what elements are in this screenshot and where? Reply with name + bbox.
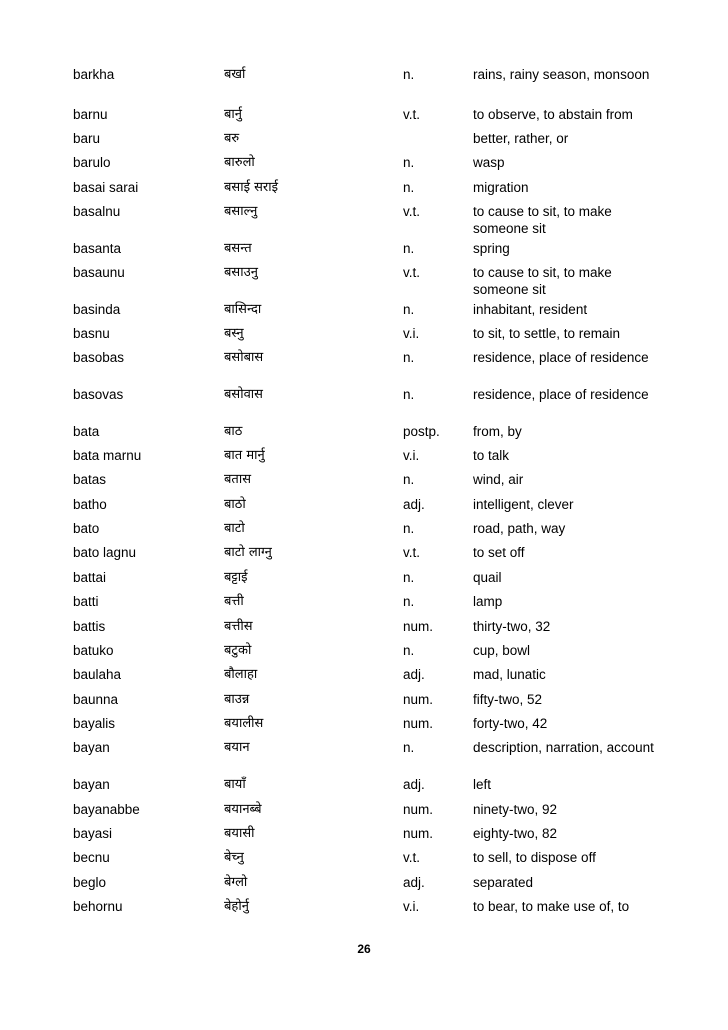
entry-part-of-speech: n.: [403, 740, 415, 755]
entry-devanagari: बार्नु: [224, 107, 243, 122]
entry-romanized: basai sarai: [73, 180, 139, 195]
entry-part-of-speech: adj.: [403, 667, 425, 682]
entry-definition: to set off: [473, 545, 525, 560]
entry-devanagari: बासिन्दा: [224, 302, 262, 317]
entry-devanagari: बसाउनु: [224, 265, 258, 280]
entry-devanagari: बत्तीस: [224, 619, 253, 634]
entry-romanized: bato: [73, 521, 100, 536]
entry-devanagari: बर्खा: [224, 67, 246, 82]
entry-definition: intelligent, clever: [473, 497, 574, 512]
entry-definition: ninety-two, 92: [473, 802, 558, 817]
entry-definition: rains, rainy season, monsoon: [473, 67, 650, 82]
entry-definition: better, rather, or: [473, 131, 569, 146]
entry-romanized: baulaha: [73, 667, 122, 682]
entry-romanized: baunna: [73, 692, 119, 707]
entry-romanized: barulo: [73, 155, 111, 170]
entry-romanized: becnu: [73, 850, 110, 865]
entry-part-of-speech: n.: [403, 67, 415, 82]
entry-romanized: basalnu: [73, 204, 121, 219]
entry-romanized: bayan: [73, 740, 110, 755]
entry-romanized: bata: [73, 424, 100, 439]
entry-part-of-speech: num.: [403, 826, 434, 841]
page-number: 26: [357, 942, 371, 956]
entry-part-of-speech: v.t.: [403, 107, 421, 122]
entry-part-of-speech: postp.: [403, 424, 440, 439]
entry-romanized: bato lagnu: [73, 545, 137, 560]
entry-definition: inhabitant, resident: [473, 302, 588, 317]
entry-devanagari: बत्ती: [224, 594, 244, 609]
entry-part-of-speech: n.: [403, 241, 415, 256]
entry-devanagari: बसन्त: [224, 241, 252, 256]
entry-definition: road, path, way: [473, 521, 566, 536]
entry-definition: to talk: [473, 448, 510, 463]
entry-devanagari: बट्टाई: [224, 570, 248, 585]
entry-part-of-speech: n.: [403, 594, 415, 609]
entry-devanagari: बेग्लो: [224, 875, 248, 890]
entry-definition: cup, bowl: [473, 643, 531, 658]
entry-devanagari: बयालीस: [224, 716, 264, 731]
entry-definition: migration: [473, 180, 529, 195]
entry-romanized: bayalis: [73, 716, 116, 731]
entry-devanagari: बस्नु: [224, 326, 244, 341]
entry-romanized: behornu: [73, 899, 123, 914]
entry-definition: residence, place of residence: [473, 350, 649, 365]
entry-devanagari: बाठो: [224, 497, 246, 512]
entry-definition: wasp: [473, 155, 505, 170]
entry-romanized: basinda: [73, 302, 121, 317]
entry-definition: to bear, to make use of, to: [473, 899, 630, 914]
entry-devanagari: बात मार्नु: [224, 448, 265, 463]
entry-definition: mad, lunatic: [473, 667, 546, 682]
entry-part-of-speech: adj.: [403, 777, 425, 792]
entry-devanagari: बाटो: [224, 521, 245, 536]
entry-part-of-speech: v.t.: [403, 545, 421, 560]
entry-definition: to observe, to abstain from: [473, 107, 633, 122]
entry-definition: to sell, to dispose off: [473, 850, 596, 865]
entry-romanized: basnu: [73, 326, 110, 341]
entry-definition: to cause to sit, to make someone sit: [473, 204, 612, 236]
entry-romanized: batti: [73, 594, 99, 609]
entry-definition: separated: [473, 875, 534, 890]
entry-romanized: batho: [73, 497, 107, 512]
entry-part-of-speech: n.: [403, 180, 415, 195]
entry-devanagari: बयान: [224, 740, 250, 755]
entry-romanized: basaunu: [73, 265, 125, 280]
entry-definition: to cause to sit, to make someone sit: [473, 265, 612, 297]
entry-devanagari: बसोवास: [224, 387, 263, 402]
entry-devanagari: बसोबास: [224, 350, 264, 365]
entry-romanized: batas: [73, 472, 107, 487]
entry-part-of-speech: v.t.: [403, 265, 421, 280]
entry-devanagari: बयासी: [224, 826, 255, 841]
entry-romanized: beglo: [73, 875, 107, 890]
entry-definition: quail: [473, 570, 502, 585]
entry-definition: lamp: [473, 594, 503, 609]
entry-part-of-speech: n.: [403, 302, 415, 317]
entry-part-of-speech: v.i.: [403, 326, 420, 341]
entry-devanagari: बतास: [224, 472, 251, 487]
entry-romanized: basobas: [73, 350, 125, 365]
entry-romanized: battis: [73, 619, 106, 634]
entry-part-of-speech: v.i.: [403, 448, 420, 463]
entry-definition: wind, air: [473, 472, 524, 487]
entry-romanized: bata marnu: [73, 448, 142, 463]
entry-definition: left: [473, 777, 492, 792]
entry-definition: description, narration, account: [473, 740, 654, 755]
entry-definition: to sit, to settle, to remain: [473, 326, 621, 341]
entry-part-of-speech: n.: [403, 521, 415, 536]
entry-part-of-speech: n.: [403, 570, 415, 585]
entry-devanagari: बायाँ: [224, 777, 246, 792]
entry-part-of-speech: n.: [403, 472, 415, 487]
entry-part-of-speech: n.: [403, 643, 415, 658]
entry-devanagari: बाउन्न: [224, 692, 250, 707]
entry-romanized: barkha: [73, 67, 115, 82]
entry-romanized: bayasi: [73, 826, 113, 841]
entry-devanagari: बसाई सराई: [224, 180, 278, 195]
entry-romanized: basovas: [73, 387, 124, 402]
entry-part-of-speech: adj.: [403, 497, 425, 512]
entry-definition: eighty-two, 82: [473, 826, 558, 841]
entry-part-of-speech: num.: [403, 802, 434, 817]
entry-devanagari: बेच्नु: [224, 850, 244, 865]
entry-romanized: basanta: [73, 241, 122, 256]
entry-devanagari: बौलाहा: [224, 667, 258, 682]
entry-devanagari: बसाल्नु: [224, 204, 258, 219]
entry-romanized: battai: [73, 570, 107, 585]
entry-part-of-speech: num.: [403, 716, 434, 731]
entry-devanagari: बाठ: [224, 424, 243, 439]
entry-part-of-speech: n.: [403, 387, 415, 402]
entry-definition: residence, place of residence: [473, 387, 649, 402]
entry-devanagari: बरु: [224, 131, 240, 146]
entry-definition: fifty-two, 52: [473, 692, 543, 707]
entry-romanized: batuko: [73, 643, 114, 658]
entry-definition: forty-two, 42: [473, 716, 548, 731]
entry-devanagari: बयानब्बे: [224, 802, 262, 817]
entry-part-of-speech: v.t.: [403, 204, 421, 219]
entry-romanized: barnu: [73, 107, 108, 122]
entry-devanagari: बारुलो: [224, 155, 255, 170]
entry-part-of-speech: n.: [403, 350, 415, 365]
entry-definition: spring: [473, 241, 510, 256]
entry-romanized: bayanabbe: [73, 802, 140, 817]
entry-devanagari: बाटो लाग्नु: [224, 545, 272, 560]
entry-part-of-speech: v.i.: [403, 899, 420, 914]
entry-part-of-speech: v.t.: [403, 850, 421, 865]
entry-part-of-speech: num.: [403, 692, 434, 707]
entry-devanagari: बटुको: [224, 643, 252, 658]
entry-romanized: bayan: [73, 777, 110, 792]
entry-devanagari: बेहोर्नु: [224, 899, 249, 914]
entry-part-of-speech: num.: [403, 619, 434, 634]
entry-part-of-speech: n.: [403, 155, 415, 170]
entry-romanized: baru: [73, 131, 101, 146]
entry-definition: from, by: [473, 424, 522, 439]
entry-part-of-speech: adj.: [403, 875, 425, 890]
entry-definition: thirty-two, 32: [473, 619, 551, 634]
